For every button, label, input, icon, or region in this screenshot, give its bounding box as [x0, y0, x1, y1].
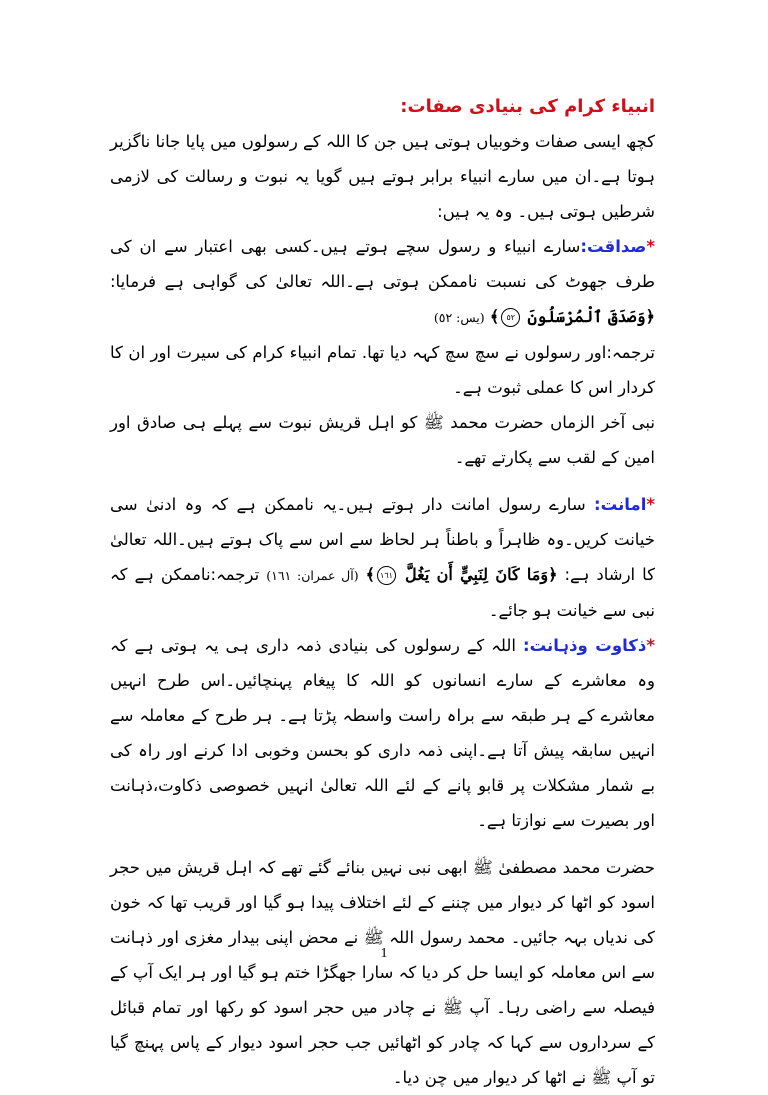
- zakawat-paragraph: [110, 628, 655, 838]
- sadaqat-paragraph: [110, 229, 655, 335]
- sadaqat-text: سارے انبیاء و رسول سچے ہوتے ہیں۔کسی بھی اعتبار سے ان کی طرف جھوٹ کی نسبت ناممکن ہوتی ہے۔اللہ تعالیٰ کی گواہی ہے فرمایا:: [110, 237, 655, 291]
- bullet-star-icon: *: [646, 636, 656, 655]
- bullet-star-icon: *: [646, 495, 655, 514]
- sadaqat-reference: (یس: ٥٢): [433, 310, 485, 325]
- sadaqat-term: صداقت:: [580, 237, 647, 256]
- bullet-star-icon: *: [646, 237, 655, 256]
- section-heading: انبیاء کرام کی بنیادی صفات:: [400, 96, 655, 117]
- document-body: [110, 90, 655, 1095]
- sadaqat-translation: ترجمہ:اور رسولوں نے سچ سچ کہہ دیا تھا. تمام انبیاء کرام کی سیرت اور ان کا کردار اس کا عملی ثبوت ہے۔: [110, 343, 655, 397]
- sadaqat-example: نبی آخر الزماں حضرت محمد ﷺ کو اہل قریش نبوت سے پہلے ہی صادق اور امین کے لقب سے پکارتے تھے۔: [110, 413, 655, 467]
- sadaqat-ayah-number: ٥٢: [501, 308, 520, 327]
- story-paragraph: حضرت محمد مصطفیٰ ﷺ ابھی نبی نہیں بنائے گئے تھے کہ اہل قریش میں حجر اسود کو اٹھا کر دیوار میں چننے کے لئے اختلاف پیدا ہو گیا اور قریب تھا کہ خون کی ندیاں بہہ جائیں۔ محمد رسول اللہ ﷺ نے محض اپنی بیدار مغزی اور ذہانت سے اس معاملہ کو ایسا حل کر دیا کہ سارا جھگڑا ختم ہو گیا اور ہر ایک آپ کے فیصلہ سے راضی رہا۔ آپ ﷺ نے چادر میں حجر اسود کو رکھا اور تمام قبائل کے سرداروں سے کہا کہ چادر کو اٹھائیں جب حجر اسود دیوار کے پاس پہنچ گیا تو آپ ﷺ نے اٹھا کر دیوار میں چن دیا۔: [110, 858, 655, 1087]
- amanat-term: امانت:: [594, 495, 647, 514]
- sadaqat-ayah-close: ﴾: [489, 307, 500, 326]
- amanat-reference: (آل عمران: ١٦١): [266, 568, 359, 583]
- sadaqat-ayah-open: ﴿: [645, 307, 655, 326]
- amanat-paragraph: [110, 487, 655, 628]
- amanat-text: سارے رسول امانت دار ہوتے ہیں۔یہ ناممکن ہے کہ وہ ادنیٰ سی خیانت کریں۔وہ ظاہراً و باطناً ہر لحاظ سے اس سے پاک ہوتے ہیں۔اللہ تعالیٰ کا ارشاد ہے:: [110, 495, 656, 584]
- amanat-ayah-open: ﴿: [548, 565, 558, 584]
- sadaqat-ayah: وَصَدَقَ ٱلْمُرْسَلُونَ: [527, 307, 646, 326]
- intro-paragraph: کچھ ایسی صفات وخوبیاں ہوتی ہیں جن کا اللہ کے رسولوں میں پایا جانا ناگزیر ہوتا ہے۔ان میں سارے انبیاء برابر ہوتے ہیں گویا یہ نبوت و رسالت کی لازمی شرطیں ہوتی ہیں۔ وہ یہ ہیں:: [110, 132, 655, 221]
- zakawat-term: ذکاوت وذہانت:: [522, 636, 647, 655]
- amanat-translation: ترجمہ:ناممکن ہے کہ نبی سے خیانت ہو جائے۔: [110, 565, 655, 620]
- zakawat-text: اللہ کے رسولوں کی بنیادی ذمہ داری ہی یہ ہوتی ہے کہ وہ معاشرے کے سارے انسانوں کو اللہ کا پیغام پہنچائیں۔اس طرح انہیں معاشرے کے ہر طبقہ سے براہ راست واسطہ پڑتا ہے۔ ہر طرح کے معاملہ سے انہیں سابقہ پیش آتا ہے۔اپنی ذمہ داری کو بحسن وخوبی ادا کرنے اور راہ کی بے شمار مشکلات پر قابو پانے کے لئے اللہ تعالیٰ انہیں خصوصی ذکاوت،ذہانت اور بصیرت سے نوازتا ہے۔: [110, 636, 655, 830]
- amanat-ayah: وَمَا كَانَ لِنَبِيٍّ أَن يَغُلَّ: [405, 565, 549, 584]
- page-number: 1: [380, 946, 388, 961]
- amanat-ayah-close: ﴾: [365, 565, 375, 584]
- amanat-ayah-number: ١٦١: [377, 566, 396, 585]
